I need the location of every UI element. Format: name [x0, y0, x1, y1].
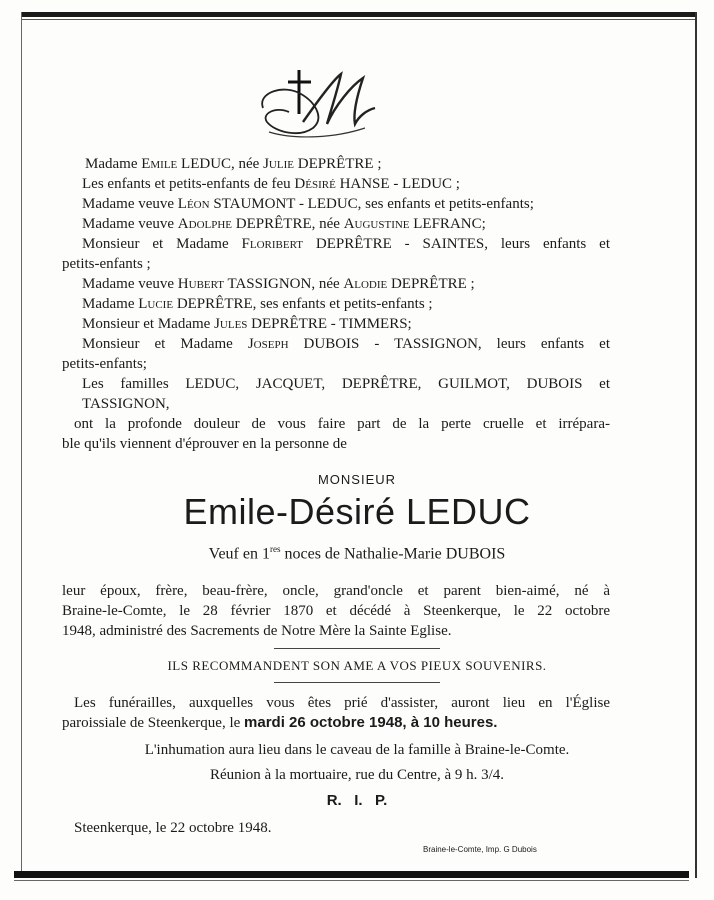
- bio-line-3: 1948, administré des Sacrements de Notre Mère la Sainte Eglise.: [62, 623, 452, 639]
- family-line-4: Madame veuve Adolphe DEPRÊTRE, née Augustine LEFRANC;: [82, 216, 486, 232]
- honorific: MONSIEUR: [317, 472, 397, 487]
- family-line-5: Monsieur et Madame Floribert DEPRÊTRE - SAINTES, leurs enfants et: [82, 236, 610, 252]
- gathering-line: Réunion à la mortuaire, rue du Centre, à 9 h. 3/4.: [209, 767, 505, 783]
- family-line-2: Les enfants et petits-enfants de feu Désiré HANSE - LEDUC ;: [82, 176, 460, 192]
- deceased-name: Emile-Désiré LEDUC: [183, 491, 531, 532]
- widower-line: [0, 540, 714, 563]
- family-line-6: petits-enfants ;: [62, 256, 151, 272]
- top-border-thin: [22, 19, 696, 20]
- bottom-border-thin: [14, 880, 689, 881]
- family-line-3: Madame veuve Léon STAUMONT - LEDUC, ses enfants et petits-enfants;: [82, 196, 534, 212]
- divider-bottom: [274, 682, 440, 683]
- family-line-10: Monsieur et Madame Joseph DUBOIS - TASSIGNON, leurs enfants et: [82, 336, 610, 352]
- family-line-12: Les familles LEDUC, JACQUET, DEPRÊTRE, GUILMOT, DUBOIS et: [82, 376, 610, 392]
- rip: R. I. P.: [326, 792, 388, 809]
- cross-monogram-icon: [255, 62, 385, 142]
- recommendation: ILS RECOMMANDENT SON AME A VOS PIEUX SOUVENIRS.: [167, 658, 547, 673]
- bio-line-1: leur époux, frère, beau-frère, oncle, grand'oncle et parent bien-aimé, né à: [62, 583, 610, 599]
- funeral-line-2: [62, 714, 497, 732]
- family-line-1: Madame Emile LEDUC, née Julie DEPRÊTRE ;: [85, 156, 382, 172]
- bottom-border: [14, 871, 689, 878]
- announcement-line-2: ble qu'ils viennent d'éprouver en la personne de: [62, 436, 347, 452]
- burial-line: L'inhumation aura lieu dans le caveau de la famille à Braine-le-Comte.: [144, 742, 570, 758]
- funeral-line-2-prefix: paroissiale de Steenkerque, le: [62, 715, 245, 731]
- family-line-7: Madame veuve Hubert TASSIGNON, née Alodie DEPRÊTRE ;: [82, 276, 475, 292]
- divider-top: [274, 648, 440, 649]
- place-date: Steenkerque, le 22 octobre 1948.: [74, 820, 272, 836]
- family-line-13: TASSIGNON,: [82, 396, 170, 412]
- family-line-9: Monsieur et Madame Jules DEPRÊTRE - TIMMERS;: [82, 316, 412, 332]
- funeral-line-1: Les funérailles, auxquelles vous êtes prié d'assister, auront lieu en l'Église: [74, 695, 610, 711]
- bio-line-2: Braine-le-Comte, le 28 février 1870 et décédé à Steenkerque, le 22 octobre: [62, 603, 610, 619]
- family-line-8: Madame Lucie DEPRÊTRE, ses enfants et petits-enfants ;: [82, 296, 433, 312]
- family-line-11: petits-enfants;: [62, 356, 147, 372]
- widower-sup: res: [269, 544, 281, 554]
- widower-suffix: noces de Nathalie-Marie DUBOIS: [280, 545, 506, 563]
- announcement-line-1: ont la profonde douleur de vous faire part de la perte cruelle et irrépara-: [74, 416, 610, 432]
- printer-credit: Braine-le-Comte, Imp. G Dubois: [423, 845, 537, 854]
- funeral-date: mardi 26 octobre 1948, à 10 heures.: [244, 714, 498, 731]
- widower-prefix: Veuf en 1: [208, 545, 270, 563]
- top-border: [22, 12, 696, 17]
